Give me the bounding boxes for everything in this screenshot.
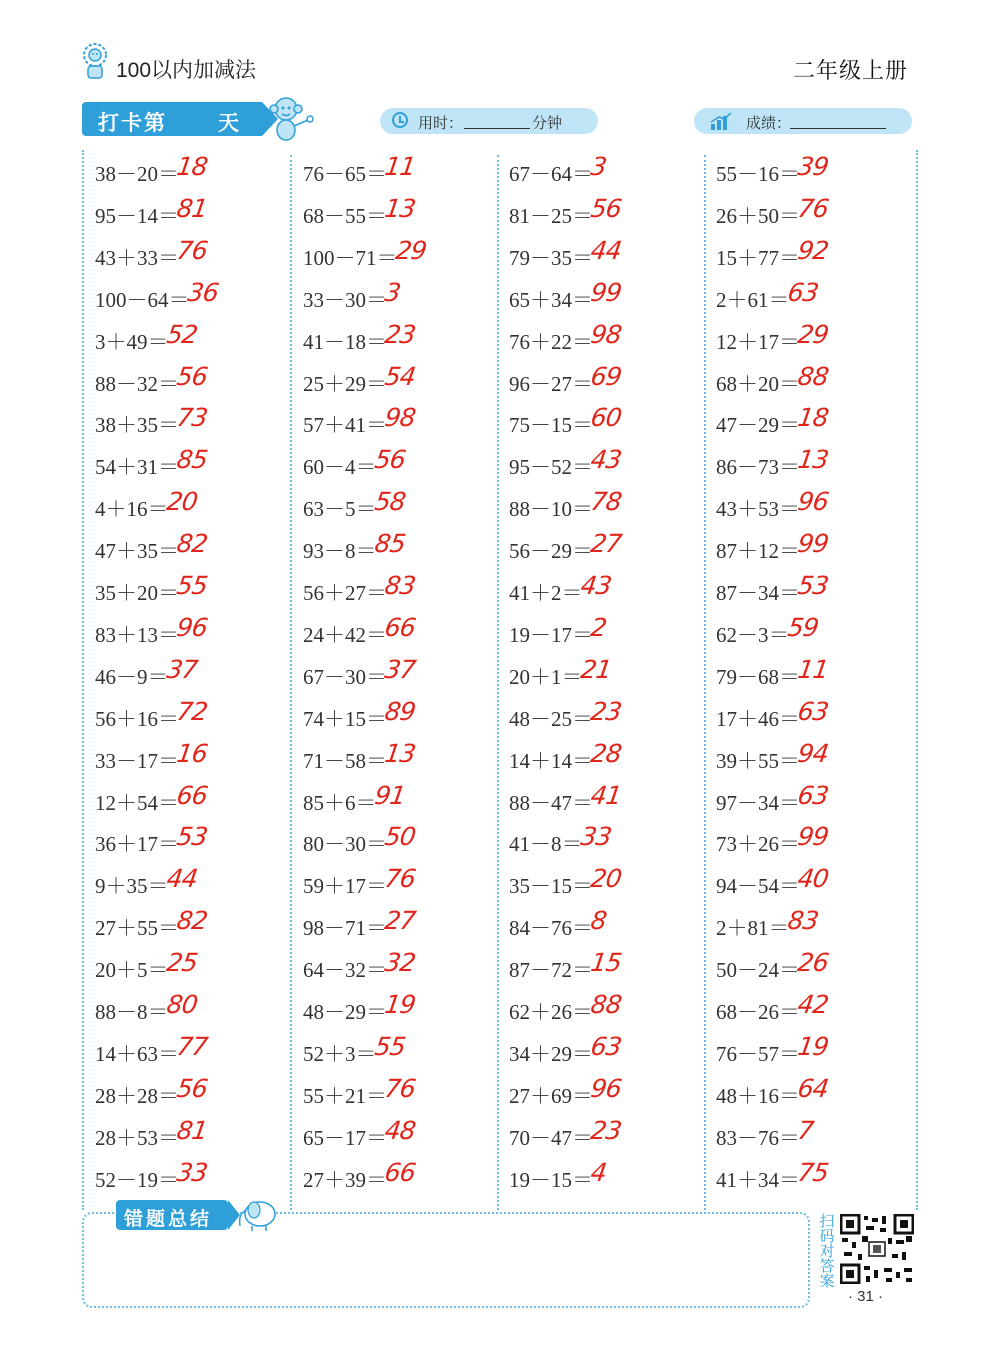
equation: 12＋17＝ bbox=[716, 329, 800, 354]
handwritten-answer: 48 bbox=[382, 1115, 417, 1145]
handwritten-answer: 99 bbox=[795, 529, 830, 559]
handwritten-answer: 3 bbox=[382, 277, 402, 307]
handwritten-answer: 43 bbox=[578, 571, 613, 600]
equation: 79－68＝ bbox=[716, 664, 800, 689]
handwritten-answer: 21 bbox=[578, 654, 613, 684]
equation: 88－32＝ bbox=[95, 371, 179, 396]
handwritten-answer: 56 bbox=[174, 1073, 209, 1103]
handwritten-answer: 63 bbox=[795, 780, 830, 810]
equation: 100－64＝ bbox=[95, 287, 190, 312]
qr-code-icon[interactable] bbox=[840, 1214, 914, 1284]
score-blank bbox=[790, 128, 886, 129]
equation: 20＋1＝ bbox=[509, 664, 583, 689]
handwritten-answer: 96 bbox=[588, 1073, 623, 1103]
equation: 70－47＝ bbox=[509, 1125, 593, 1150]
handwritten-answer: 33 bbox=[578, 822, 613, 852]
equation: 97－34＝ bbox=[716, 790, 800, 815]
equation: 65＋34＝ bbox=[509, 287, 593, 312]
equation: 9＋35＝ bbox=[95, 874, 169, 899]
equation: 55＋21＝ bbox=[303, 1083, 387, 1108]
handwritten-answer: 66 bbox=[174, 780, 209, 810]
handwritten-answer: 69 bbox=[588, 361, 623, 391]
equation: 19－15＝ bbox=[509, 1167, 593, 1192]
mistake-summary-tab bbox=[116, 1200, 228, 1230]
column-divider bbox=[290, 155, 292, 1210]
handwritten-answer: 72 bbox=[174, 696, 209, 726]
equation: 68－26＝ bbox=[716, 1000, 800, 1024]
equation: 14＋63＝ bbox=[95, 1041, 179, 1066]
equation: 25＋29＝ bbox=[303, 371, 387, 396]
handwritten-answer: 37 bbox=[164, 654, 199, 684]
equation: 34＋29＝ bbox=[509, 1041, 593, 1066]
equation: 64－32＝ bbox=[303, 958, 387, 983]
handwritten-answer: 76 bbox=[174, 235, 209, 265]
equation: 88－47＝ bbox=[509, 790, 593, 815]
handwritten-answer: 52 bbox=[164, 319, 199, 349]
handwritten-answer: 41 bbox=[588, 780, 623, 810]
score-field[interactable] bbox=[694, 108, 912, 134]
handwritten-answer: 73 bbox=[174, 403, 209, 433]
equation: 83＋13＝ bbox=[95, 622, 179, 647]
handwritten-answer: 75 bbox=[795, 1157, 830, 1187]
handwritten-answer: 19 bbox=[382, 990, 417, 1019]
handwritten-answer: 81 bbox=[174, 193, 209, 223]
equation: 76－65＝ bbox=[303, 162, 387, 186]
handwritten-answer: 98 bbox=[588, 319, 623, 349]
equation: 12＋54＝ bbox=[95, 790, 179, 815]
handwritten-answer: 15 bbox=[588, 948, 623, 978]
handwritten-answer: 55 bbox=[372, 1031, 407, 1061]
handwritten-answer: 99 bbox=[795, 822, 830, 852]
handwritten-answer: 13 bbox=[382, 193, 417, 223]
handwritten-answer: 82 bbox=[174, 529, 209, 559]
equation: 17＋46＝ bbox=[716, 706, 800, 731]
equation: 56＋27＝ bbox=[303, 581, 387, 605]
handwritten-answer: 66 bbox=[382, 612, 417, 642]
checkin-prefix: 打卡第 bbox=[98, 112, 167, 135]
handwritten-answer: 23 bbox=[588, 1115, 623, 1145]
equation: 87－34＝ bbox=[716, 581, 800, 605]
equation: 43＋53＝ bbox=[716, 497, 800, 522]
handwritten-answer: 66 bbox=[382, 1157, 417, 1187]
handwritten-answer: 33 bbox=[174, 1157, 209, 1187]
handwritten-answer: 18 bbox=[795, 403, 830, 433]
handwritten-answer: 56 bbox=[372, 445, 407, 475]
handwritten-answer: 54 bbox=[382, 361, 417, 391]
equation: 67－64＝ bbox=[509, 162, 593, 186]
equation: 48－29＝ bbox=[303, 1000, 387, 1024]
clock-icon bbox=[392, 112, 408, 128]
handwritten-answer: 99 bbox=[588, 277, 623, 307]
equation: 87＋12＝ bbox=[716, 539, 800, 564]
equation: 14＋14＝ bbox=[509, 748, 593, 773]
lion-logo-icon bbox=[80, 42, 110, 80]
handwritten-answer: 27 bbox=[588, 529, 623, 559]
handwritten-answer: 20 bbox=[588, 864, 623, 894]
handwritten-answer: 89 bbox=[382, 696, 417, 726]
handwritten-answer: 53 bbox=[174, 822, 209, 852]
handwritten-answer: 11 bbox=[795, 654, 830, 684]
equation: 56－29＝ bbox=[509, 539, 593, 564]
handwritten-answer: 76 bbox=[795, 193, 830, 223]
equation: 26＋50＝ bbox=[716, 203, 800, 228]
handwritten-answer: 58 bbox=[372, 487, 407, 517]
equation: 2＋81＝ bbox=[716, 916, 790, 941]
handwritten-answer: 59 bbox=[785, 612, 820, 642]
equation: 68＋20＝ bbox=[716, 371, 800, 396]
handwritten-answer: 82 bbox=[174, 906, 209, 936]
score-label: 成绩： bbox=[746, 115, 792, 132]
equation: 33－17＝ bbox=[95, 748, 179, 773]
equation: 35＋20＝ bbox=[95, 581, 179, 605]
handwritten-answer: 91 bbox=[372, 780, 407, 810]
equation: 55－16＝ bbox=[716, 162, 800, 186]
handwritten-answer: 42 bbox=[795, 990, 830, 1019]
equation: 24＋42＝ bbox=[303, 622, 387, 647]
handwritten-answer: 8 bbox=[588, 906, 608, 936]
handwritten-answer: 96 bbox=[795, 487, 830, 517]
handwritten-answer: 63 bbox=[795, 696, 830, 726]
equation: 93－8＝ bbox=[303, 539, 377, 564]
equation: 47＋35＝ bbox=[95, 539, 179, 564]
handwritten-answer: 55 bbox=[174, 571, 209, 600]
equation: 68－55＝ bbox=[303, 203, 387, 228]
equation: 65－17＝ bbox=[303, 1125, 387, 1150]
equation: 60－4＝ bbox=[303, 455, 377, 480]
handwritten-answer: 88 bbox=[588, 990, 623, 1019]
equation: 36＋17＝ bbox=[95, 832, 179, 857]
mistake-summary-title: 错题总结 bbox=[124, 1209, 213, 1230]
handwritten-answer: 53 bbox=[795, 571, 830, 600]
equation: 52－19＝ bbox=[95, 1167, 179, 1192]
handwritten-answer: 40 bbox=[795, 864, 830, 894]
checkin-suffix: 天 bbox=[218, 112, 239, 135]
page-number: · 31 · bbox=[848, 1288, 884, 1305]
handwritten-answer: 29 bbox=[393, 235, 428, 265]
equation: 96－27＝ bbox=[509, 371, 593, 396]
equation: 47－29＝ bbox=[716, 413, 800, 438]
handwritten-answer: 19 bbox=[795, 1031, 830, 1061]
equation: 2＋61＝ bbox=[716, 287, 790, 312]
equation: 84－76＝ bbox=[509, 916, 593, 941]
elephant-icon bbox=[232, 1196, 280, 1232]
handwritten-answer: 80 bbox=[164, 990, 199, 1019]
equation: 27＋39＝ bbox=[303, 1167, 387, 1192]
equation: 39＋55＝ bbox=[716, 748, 800, 773]
equation: 20＋5＝ bbox=[95, 958, 169, 983]
equation: 28＋53＝ bbox=[95, 1125, 179, 1150]
equation: 80－30＝ bbox=[303, 832, 387, 857]
equation: 41－18＝ bbox=[303, 329, 387, 354]
equation: 79－35＝ bbox=[509, 245, 593, 270]
equation: 28＋28＝ bbox=[95, 1083, 179, 1108]
equation: 46－9＝ bbox=[95, 664, 169, 689]
equation: 85＋6＝ bbox=[303, 790, 377, 815]
handwritten-answer: 77 bbox=[174, 1031, 209, 1061]
equation: 100－71＝ bbox=[303, 245, 398, 270]
handwritten-answer: 50 bbox=[382, 822, 417, 852]
equation: 76－57＝ bbox=[716, 1041, 800, 1066]
handwritten-answer: 83 bbox=[382, 571, 417, 600]
handwritten-answer: 78 bbox=[588, 487, 623, 517]
handwritten-answer: 92 bbox=[795, 235, 830, 265]
handwritten-answer: 76 bbox=[382, 864, 417, 894]
column-divider bbox=[497, 155, 499, 1210]
handwritten-answer: 27 bbox=[382, 906, 417, 936]
equation: 54＋31＝ bbox=[95, 455, 179, 480]
handwritten-answer: 32 bbox=[382, 948, 417, 978]
equation: 38－20＝ bbox=[95, 162, 179, 186]
equation: 33－30＝ bbox=[303, 287, 387, 312]
handwritten-answer: 7 bbox=[795, 1115, 815, 1145]
time-field[interactable] bbox=[380, 108, 598, 134]
qr-label: 扫码对答案 bbox=[819, 1213, 835, 1290]
equation: 67－30＝ bbox=[303, 664, 387, 689]
column-divider bbox=[704, 155, 706, 1210]
handwritten-answer: 83 bbox=[785, 906, 820, 936]
equation: 74＋15＝ bbox=[303, 706, 387, 731]
handwritten-answer: 20 bbox=[164, 487, 199, 517]
handwritten-answer: 96 bbox=[174, 612, 209, 642]
equation: 75－15＝ bbox=[509, 413, 593, 438]
equation: 27＋69＝ bbox=[509, 1083, 593, 1108]
handwritten-answer: 25 bbox=[164, 948, 199, 978]
handwritten-answer: 3 bbox=[588, 152, 608, 181]
handwritten-answer: 44 bbox=[588, 235, 623, 265]
handwritten-answer: 23 bbox=[588, 696, 623, 726]
equation: 88－10＝ bbox=[509, 497, 593, 522]
equation: 41－8＝ bbox=[509, 832, 583, 857]
equation: 43＋33＝ bbox=[95, 245, 179, 270]
equation: 59＋17＝ bbox=[303, 874, 387, 899]
handwritten-answer: 11 bbox=[382, 152, 417, 181]
handwritten-answer: 85 bbox=[372, 529, 407, 559]
handwritten-answer: 18 bbox=[174, 152, 209, 181]
equation: 57＋41＝ bbox=[303, 413, 387, 438]
equation: 95－52＝ bbox=[509, 455, 593, 480]
handwritten-answer: 88 bbox=[795, 361, 830, 391]
handwritten-answer: 76 bbox=[382, 1073, 417, 1103]
equation: 73＋26＝ bbox=[716, 832, 800, 857]
time-blank bbox=[464, 128, 530, 129]
equation: 81－25＝ bbox=[509, 203, 593, 228]
equation: 35－15＝ bbox=[509, 874, 593, 899]
equation: 71－58＝ bbox=[303, 748, 387, 773]
equation: 94－54＝ bbox=[716, 874, 800, 899]
handwritten-answer: 81 bbox=[174, 1115, 209, 1145]
handwritten-answer: 23 bbox=[382, 319, 417, 349]
handwritten-answer: 16 bbox=[174, 738, 209, 768]
page-header bbox=[0, 0, 1000, 100]
handwritten-answer: 4 bbox=[588, 1157, 608, 1187]
equation: 3＋49＝ bbox=[95, 329, 169, 354]
grade-label: 二年级上册 bbox=[792, 58, 908, 83]
handwritten-answer: 56 bbox=[588, 193, 623, 223]
handwritten-answer: 85 bbox=[174, 445, 209, 475]
time-unit: 分钟 bbox=[532, 115, 563, 132]
handwritten-answer: 37 bbox=[382, 654, 417, 684]
handwritten-answer: 2 bbox=[588, 612, 608, 642]
equation: 48－25＝ bbox=[509, 706, 593, 731]
equation: 27＋55＝ bbox=[95, 916, 179, 941]
equation: 62＋26＝ bbox=[509, 1000, 593, 1024]
handwritten-answer: 26 bbox=[795, 948, 830, 978]
book-title: 100以内加减法 bbox=[116, 59, 257, 82]
handwritten-answer: 29 bbox=[795, 319, 830, 349]
equation: 19－17＝ bbox=[509, 622, 593, 647]
equation: 50－24＝ bbox=[716, 958, 800, 983]
equation: 87－72＝ bbox=[509, 958, 593, 983]
bar-chart-icon bbox=[710, 112, 732, 130]
handwritten-answer: 98 bbox=[382, 403, 417, 433]
equation: 4＋16＝ bbox=[95, 497, 169, 522]
handwritten-answer: 28 bbox=[588, 738, 623, 768]
equation: 98－71＝ bbox=[303, 916, 387, 941]
handwritten-answer: 36 bbox=[185, 277, 220, 307]
handwritten-answer: 13 bbox=[795, 445, 830, 475]
equation: 38＋35＝ bbox=[95, 413, 179, 438]
handwritten-answer: 94 bbox=[795, 738, 830, 768]
handwritten-answer: 60 bbox=[588, 403, 623, 433]
equation: 48＋16＝ bbox=[716, 1083, 800, 1108]
equation: 56＋16＝ bbox=[95, 706, 179, 731]
equation: 86－73＝ bbox=[716, 455, 800, 480]
equation: 83－76＝ bbox=[716, 1125, 800, 1150]
handwritten-answer: 63 bbox=[588, 1031, 623, 1061]
equation: 52＋3＝ bbox=[303, 1041, 377, 1066]
equation: 63－5＝ bbox=[303, 497, 377, 522]
handwritten-answer: 64 bbox=[795, 1073, 830, 1103]
handwritten-answer: 56 bbox=[174, 361, 209, 391]
handwritten-answer: 43 bbox=[588, 445, 623, 475]
checkin-banner bbox=[82, 102, 262, 136]
equation: 76＋22＝ bbox=[509, 329, 593, 354]
monkey-icon bbox=[266, 94, 316, 142]
equation: 95－14＝ bbox=[95, 203, 179, 228]
equation: 15＋77＝ bbox=[716, 245, 800, 270]
equation: 41＋34＝ bbox=[716, 1167, 800, 1192]
handwritten-answer: 44 bbox=[164, 864, 199, 894]
handwritten-answer: 13 bbox=[382, 738, 417, 768]
equation: 41＋2＝ bbox=[509, 581, 583, 605]
handwritten-answer: 63 bbox=[785, 277, 820, 307]
equation: 62－3＝ bbox=[716, 622, 790, 647]
time-label: 用时： bbox=[418, 115, 464, 132]
handwritten-answer: 39 bbox=[795, 152, 830, 181]
equation: 88－8＝ bbox=[95, 1000, 169, 1024]
